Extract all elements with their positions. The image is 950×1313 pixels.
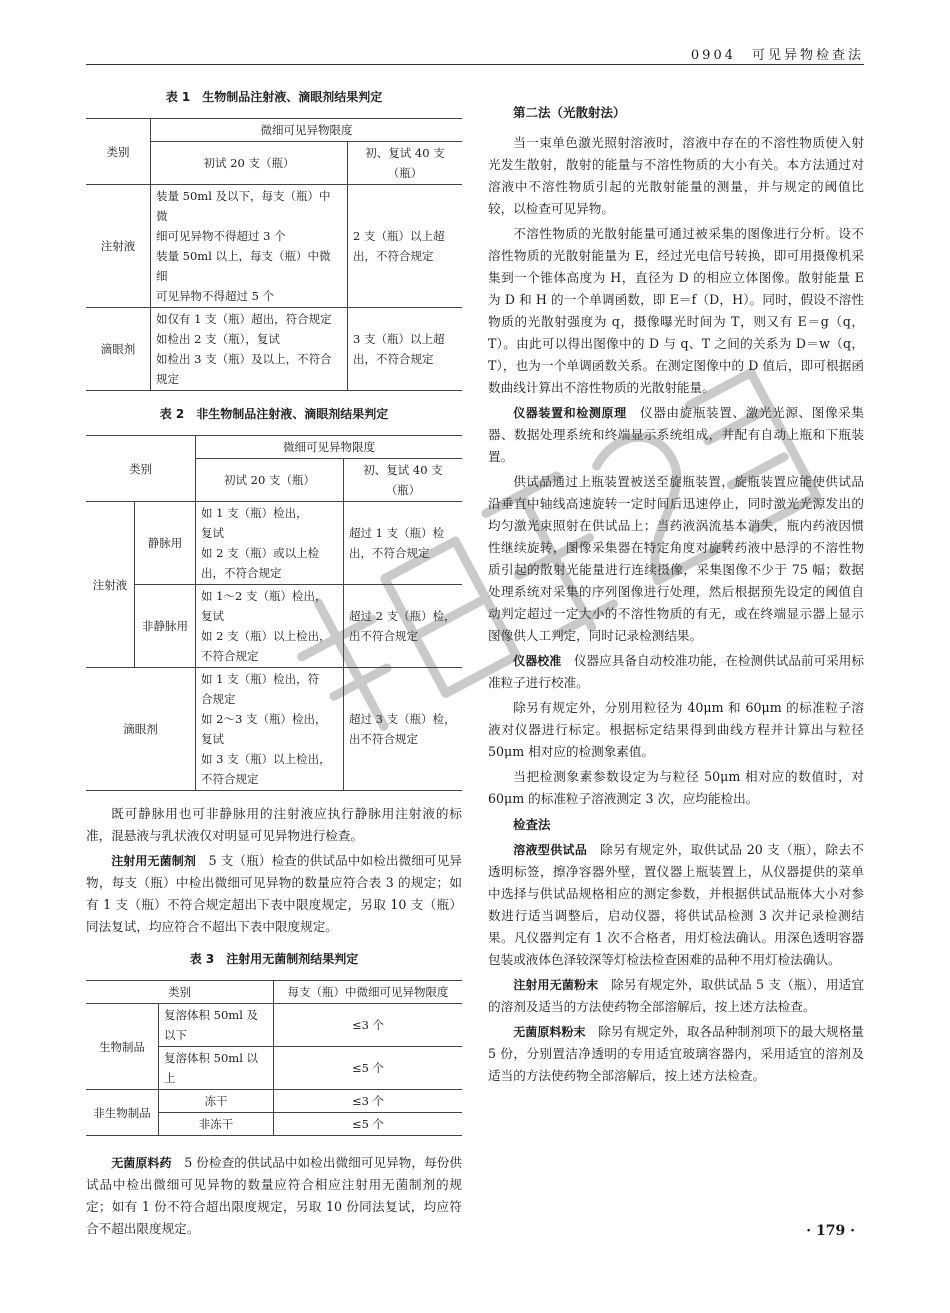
t2-eye-initial: 如 1 支（瓶）检出，符 合规定 如 2～3 支（瓶）检出， 复试 如 3 支（瓶）以上检出， 不符合规定 [196, 668, 344, 791]
table-row [86, 502, 462, 585]
table1 [86, 118, 462, 391]
t1-row1-initial: 装量 50ml 及以下，每支（瓶）中微 细可见异物不得超过 3 个 装量 50ml 以上，每支（瓶）中微细 可见异物不得超过 5 个 [151, 185, 348, 308]
right-column [488, 84, 864, 1090]
paragraph: 除另有规定外，分别用粒径为 40μm 和 60μm 的标准粒子溶液对仪器进行标定。根据标定结果得到曲线方程并计算出与粒径 50μm 相对应的检测象素值。 [488, 700, 864, 759]
table-row [86, 668, 462, 791]
paragraph-lead: 溶液型供试品 [513, 843, 588, 857]
table3-caption: 表 3 注射用无菌制剂结果判定 [189, 952, 359, 966]
paragraph: 当一束单色激光照射溶液时，溶液中存在的不溶性物质使入射光发生散射，散射的能量与不溶性物质的大小有关。本方法通过对溶液中不溶性物质引起的光散射能量的测量，并与规定的阈值比较，以检查可见异物。 [488, 135, 864, 216]
table-row [86, 1090, 462, 1113]
t1-row1-category: 注射液 [86, 185, 151, 308]
t2-iv-label: 静脉用 [135, 502, 196, 585]
paragraph-lead: 注射用无菌制剂 [111, 854, 196, 868]
paragraph: 当把检测象素参数设定为与粒径 50μm 相对应的数值时，对 60μm 的标准粒子溶液测定 3 次，应均能检出。 [488, 769, 864, 806]
paragraph: 仪器装置和检测原理 仪器由旋瓶装置、激光光源、图像采集器、数据处理系统和终端显示系统组成，并配有自动上瓶和下瓶装置。 [488, 405, 864, 464]
table-row [86, 1004, 462, 1047]
table-row [86, 308, 462, 391]
method-title: 检查法 [513, 817, 551, 832]
paragraph: 无菌原料药 5 份检查的供试品中如检出微细可见异物，每份供试品中检出微细可见异物的数量应符合相应注射用无菌制剂的规定；如有 1 份不符合超出限度规定，另取 10 份同法复试，均应符合不超出限度规定。 [86, 1155, 462, 1236]
t3-bio: 生物制品 [86, 1004, 159, 1090]
t3-nonbio-r1: 冻干 [159, 1090, 274, 1113]
t3-nonbio-r2-value: ≤5 个 [274, 1113, 463, 1136]
table-row [86, 585, 462, 668]
paragraph: 供试品通过上瓶装置被送至旋瓶装置，旋瓶装置应能使供试品沿垂直中轴线高速旋转一定时间后迅速停止，同时激光光源发出的均匀激光束照射在供试品上；当药液涡流基本消失，瓶内药液因惯性继续旋转，图像采集器在特定角度对旋转药液中悬浮的不溶性物质引起的散射光能量进行连续摄像，采集图像不少于 75 幅；数据处理系统对采集的序列图像进行处理，然后根据预先设定的阈值自动判定超过一定大小的不溶性物质的有无，或在终端显示器上显示图像供人工判定，同时记录检测结果。 [488, 474, 864, 643]
header-title: 0904 可见异物检查法 [690, 48, 864, 63]
section-title: 第二法（光散射法） [513, 105, 626, 120]
t2-noniv-initial: 如 1～2 支（瓶）检出， 复试 如 2 支（瓶）以上检出， 不符合规定 [196, 585, 344, 668]
t1-row2-retest: 3 支（瓶）以上超 出，不符合规定 [348, 308, 463, 391]
left-column [86, 84, 462, 1243]
paragraph: 既可静脉用也可非静脉用的注射液应执行静脉用注射液的标准，混悬液与乳状液仅对明显可见异物进行检查。 [86, 806, 462, 843]
t2-injection: 注射液 [86, 502, 135, 668]
t2-col-category: 类别 [86, 436, 196, 502]
paragraph-lead: 注射用无菌粉末 [513, 978, 599, 992]
t3-bio-r2-value: ≤5 个 [274, 1047, 463, 1090]
paragraph: 注射用无菌粉末 除另有规定外，取供试品 5 支（瓶），用适宜的溶剂及适当的方法使药物全部溶解后，按上述方法检查。 [488, 977, 864, 1014]
t3-bio-r1-value: ≤3 个 [274, 1004, 463, 1047]
t3-col-category: 类别 [86, 981, 274, 1004]
paragraph: 无菌原料粉末 除另有规定外，取各品种制剂项下的最大规格量 5 份，分别置洁净透明的专用适宜玻璃容器内，采用适宜的溶剂及适当的方法使药物全部溶解后，按上述方法检查。 [488, 1024, 865, 1083]
t2-col-initial: 初试 20 支（瓶） [196, 459, 344, 502]
table3 [86, 980, 462, 1136]
paragraph: 溶液型供试品 除另有规定外，取供试品 20 支（瓶），除去不透明标签，擦净容器外壁，置仪器上瓶装置上，从仪器提供的菜单中选择与供试品规格相应的测定参数，并根据供试品瓶体大小对参数进行适当调整后，启动仪器，将供试品检测 3 次并记录检测结果。凡仪器判定有 1 次不合格者，用灯检法确认。用深色透明容器包装或液体色泽较深等灯检法检查困难的品种不用灯检法确认。 [488, 842, 864, 967]
t2-col-limit: 微细可见异物限度 [196, 436, 463, 459]
page-header [86, 40, 864, 65]
t1-col-category: 类别 [86, 119, 151, 185]
table1-caption: 表 1 生物制品注射液、滴眼剂结果判定 [165, 90, 383, 104]
table2 [86, 435, 462, 791]
t3-col-limit: 每支（瓶）中微细可见异物限度 [274, 981, 463, 1004]
t1-row2-category: 滴眼剂 [86, 308, 151, 391]
t3-nonbio: 非生物制品 [86, 1090, 159, 1136]
t2-noniv-retest: 超过 2 支（瓶）检， 出不符合规定 [344, 585, 463, 668]
t3-nonbio-r1-value: ≤3 个 [274, 1090, 463, 1113]
t1-row1-retest: 2 支（瓶）以上超 出，不符合规定 [348, 185, 463, 308]
paragraph-lead: 仪器装置和检测原理 [513, 406, 627, 420]
paragraph-lead: 无菌原料粉末 [513, 1025, 586, 1039]
t3-nonbio-r2: 非冻干 [159, 1113, 274, 1136]
t3-bio-r2: 复溶体积 50ml 以上 [159, 1047, 274, 1090]
t2-col-retest: 初、复试 40 支（瓶） [344, 459, 463, 502]
page-number: · 179 · [806, 1223, 855, 1239]
table2-caption: 表 2 非生物制品注射液、滴眼剂结果判定 [159, 407, 389, 421]
table-row [86, 185, 462, 308]
paragraph: 不溶性物质的光散射能量可通过被采集的图像进行分析。设不溶性物质的光散射能量为 E，经过光电信号转换，即可用摄像机采集到一个锥体高度为 H，直径为 D 的相应立体图像。散射能量 E 为 D 和 H 的一个单调函数，即 E＝f（D，H）。同时，假设不溶性物质的光散射强度为 q，摄像曝光时间为 T，则又有 E＝g（q，T）。由此可以得出图像中的 D 与 q、T 之间的关系为 D＝w（q，T），也为一个单调函数关系。在测定图像中的 D 值后，即可根据函数曲线计算出不溶性物质的光散射能量。 [488, 226, 864, 395]
t2-iv-retest: 超过 1 支（瓶）检 出，不符合规定 [344, 502, 463, 585]
t3-bio-r1: 复溶体积 50ml 及以下 [159, 1004, 274, 1047]
t2-eye-retest: 超过 3 支（瓶）检， 出不符合规定 [344, 668, 463, 791]
paragraph-lead: 仪器校准 [513, 654, 562, 668]
paragraph: 仪器校准 仪器应具备自动校准功能，在检测供试品前可采用标准粒子进行校准。 [488, 653, 865, 690]
t1-col-initial: 初试 20 支（瓶） [151, 142, 348, 185]
t1-col-limit: 微细可见异物限度 [151, 119, 463, 142]
paragraph: 注射用无菌制剂 5 支（瓶）检查的供试品中如检出微细可见异物，每支（瓶）中检出微细可见异物的数量应符合表 3 的规定；如有 1 支（瓶）不符合规定超出下表中限度规定，另取 10 支（瓶）同法复试，均应符合不超出下表中限度规定。 [86, 853, 462, 934]
paragraph-lead: 无菌原料药 [111, 1156, 172, 1170]
t2-noniv-label: 非静脉用 [135, 585, 196, 668]
t1-col-retest: 初、复试 40 支（瓶） [348, 142, 463, 185]
t2-eye-label: 滴眼剂 [86, 668, 196, 791]
t2-iv-initial: 如 1 支（瓶）检出， 复试 如 2 支（瓶）或以上检 出，不符合规定 [196, 502, 344, 585]
t1-row2-initial: 如仅有 1 支（瓶）超出，符合规定 如检出 2 支（瓶），复试 如检出 3 支（瓶）及以上，不符合 规定 [151, 308, 348, 391]
